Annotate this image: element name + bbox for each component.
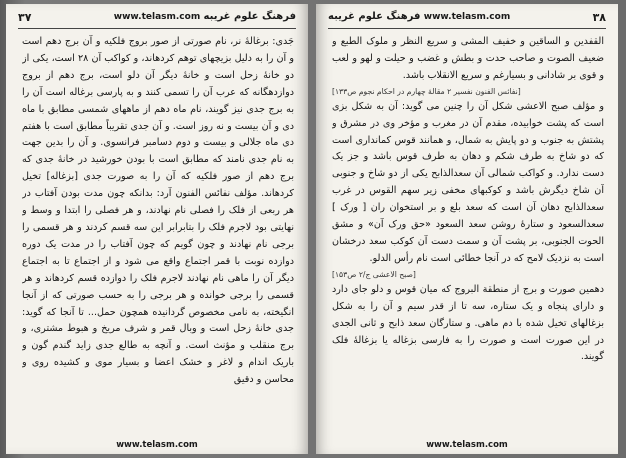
right-page-footer[interactable]: www.telasm.com: [426, 440, 508, 450]
right-paragraph-1: القفدین و الساقین و خفیف المشی و سریع النظر و ملوک الطبع و ضعیف الصوت و صاحب حدت و بطش و غضب و حیلت و لهو و لعب و قوی بر شادانی و بسیارغم و سریع الانقلاب باشد.: [332, 36, 604, 81]
right-reference-1: [نفائس الفنون نفسیر ۲ مقالهٔ چهارم در احکام نجوم ص۱۳۳]: [332, 86, 521, 96]
left-page-site[interactable]: www.telasm.com: [113, 12, 201, 22]
right-page-site[interactable]: www.telasm.com: [423, 12, 511, 22]
right-page-number: ۳۸: [592, 11, 606, 24]
left-page-title: فرهنگ علوم غریبه: [203, 11, 296, 22]
left-page-header: [18, 10, 296, 29]
right-paragraph-2: و مؤلف صبح الاعشی شکل آن را چنین می گوید: آن به شکل بزی است که پشت خوابیده، مقدم آن در مغرب و مؤخر وی در مشرق و پشتش به جنوب و دو پایش به شمال، و همانند قوس کمانداری است که دو شاخ به طرف شکم و دهان به طرف قوس باشد و جز یک دست ندارد. و کواکب شمالی آن سعدالذابح یکی از دو شاخ و جنوبی آن شاخ دیگرش باشد و کوکبهای مخفی زیر سهم القوس در غرب سعدالذابح دهان آن است که سعد بلع و بر استخوان ران [ ورک ] سعدالسعود و ستارهٔ روشن سعد السعود «حق ورک آن» و مشق الحوت الجنوبی، بر پشت آن و سمت دست آن کوکب سعد درخشان است به نزدیک لامح که در آنجا خطائی است نام رأس الدلو.: [332, 100, 604, 264]
right-page: [316, 4, 618, 454]
right-reference-2: [صبح الاعشی ج/۲ ص۱۵۳]: [332, 269, 416, 279]
left-page-body: [22, 34, 294, 434]
left-page: [6, 4, 308, 454]
right-page-body: [332, 34, 604, 434]
right-paragraph-3: دهمین صورت و برج از منطقة البروج که میان قوس و دلو جای دارد و دارای پنجاه و یک ستاره، سه تا از قدر سیم و آن را به شکل بزغالهای تخیل شده با دم ماهی. و ستارگان سعد ذابح و ثانی الجدی در این صورت است و صورت را به فارسی بزغاله یا بزغالهٔ فلک گویند.: [332, 283, 604, 363]
left-page-number: ۳۷: [18, 11, 32, 24]
right-page-title: فرهنگ علوم غریبه: [328, 11, 421, 22]
right-page-header: [328, 10, 606, 29]
left-page-paragraph: جَدی: برغالهٔ نر، نام صورتی از صور بروج فلکیه و آن برج دهم است و آن را به دلیل بزیچهای توهم کردهاند، و کواکب آن ۲۸ است، یکی از دو خانهٔ زحل است و خانهٔ دیگر آن دلو است، برج دهم از بروج دوازدهگانه که عرب آن را تسمی کنند و به پارسی برغاله است آن را به برج جدی نیز گویند، نام ماه دهم از ماههای شمسی مطابق با ماه دی و آن بیست و نه روز است. و آن جدی تقریباً مطابق است با هفتم دی ماه جلالی و بیست و دوم دسامبر فرانسوی. و آن را بدین جهت به نام جدی نامند که مطابق است با بودن خورشید در خانهٔ جدی که برج دهم از صور فلکیه که آن را به صورت جدی [بزغاله] تخیل کردهاند. مؤلف نفائس الفنون آرد: بدانکه چون مدت بودن آفتاب در هر ربعی از فلک را فصلی نام نهادند، و هر فصلی را ابتدا و وسط و نهایتی بود لاجرم فلک را بتابرابر این سه قسم کردند و هر قسمی را برجی نام نهادند و چون گویم که چون آفتاب را در مدت یک دوره دوازده نوبت با قمر اجتماع واقع می شود و از اجتماع تا به اجتماع دیگر آن را ماهی نام نهادند لاجرم فلک را دوازده قسم کردهاند و هر قسمی را برجی خوانده و هر برجی را به حسب صورتی که از آنجا انگیخته، به نامی مخصوص گردانیده همچون حمل... تا آنجا که گوید: جدی خانهٔ زحل است و وبال قمر و شرف مریخ و هبوط مشتری، و برج منقلب و مؤنث است. و آنچه به طالع جدی زاید گندم گون و باریک اندام و لاغر و خشک اعضا و بسیار موی و کشیده روی و محاسن و دقیق: [22, 36, 294, 386]
left-page-footer[interactable]: www.telasm.com: [116, 440, 198, 450]
